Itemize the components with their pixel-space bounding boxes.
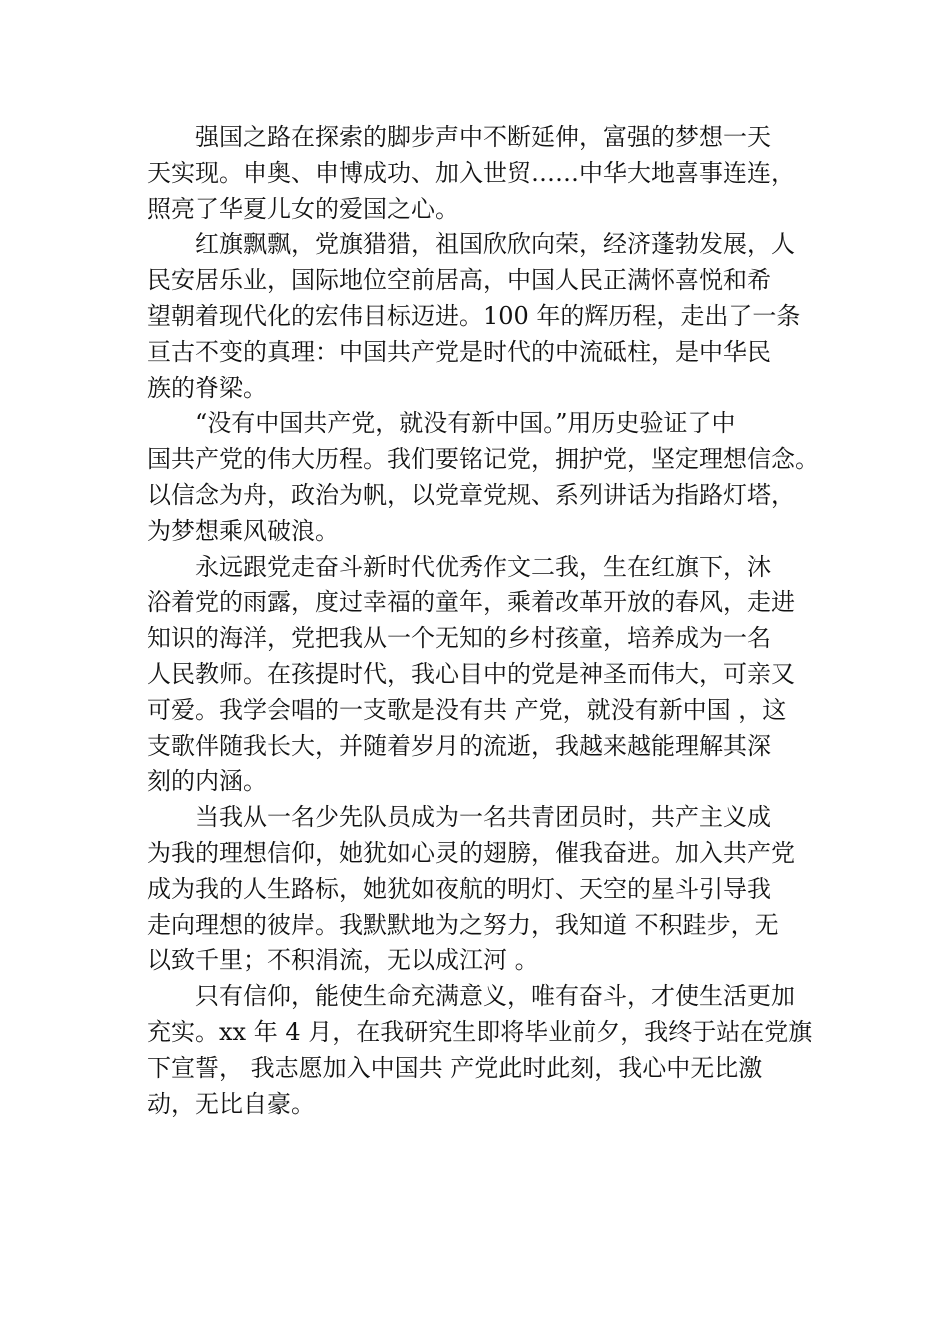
text-line: 照亮了华夏儿女的爱国之心。	[147, 194, 459, 223]
text-line: 走向理想的彼岸。我默默地为之努力，我知道 不积跬步，无	[147, 910, 779, 939]
text-line: “没有中国共产党，就没有新中国。”用历史验证了中	[147, 409, 736, 438]
text-line: 人民教师。在孩提时代，我心目中的党是神圣而伟大，可亲又	[147, 659, 795, 688]
paragraph-4	[147, 550, 809, 801]
text-line: 浴着党的雨露，度过幸福的童年，乘着改革开放的春风，走进	[147, 588, 795, 617]
paragraph-6	[147, 979, 813, 1122]
text-line: 动，无比自豪。	[147, 1089, 315, 1118]
text-line: 国共产党的伟大历程。我们要铭记党，拥护党，坚定理想信念。	[147, 445, 819, 474]
text-line: 亘古不变的真理：中国共产党是时代的中流砥柱，是中华民	[147, 337, 771, 366]
text-line: 当我从一名少先队员成为一名共青团员时，共产主义成	[147, 803, 771, 832]
text-line: 民安居乐业，国际地位空前居高，中国人民正满怀喜悦和希	[147, 266, 771, 295]
text-line: 族的脊梁。	[147, 373, 267, 402]
text-line: 刻的内涵。	[147, 767, 267, 796]
paragraph-5	[147, 800, 809, 979]
text-line: 下宣誓， 我志愿加入中国共 产党此时此刻，我心中无比激	[147, 1053, 763, 1082]
paragraph-3	[147, 406, 819, 549]
paragraph-1	[147, 120, 809, 227]
text-line: 可爱。我学会唱的一支歌是没有共 产党，就没有新中国 ，这	[147, 695, 787, 724]
text-line: 知识的海洋，党把我从一个无知的乡村孩童，培养成为一名	[147, 624, 771, 653]
text-line: 支歌伴随我长大，并随着岁月的流逝，我越来越能理解其深	[147, 731, 771, 760]
text-line: 强国之路在探索的脚步声中不断延伸，富强的梦想一天	[147, 123, 771, 151]
text-line: 为梦想乘风破浪。	[147, 516, 339, 545]
text-line: 只有信仰，能使生命充满意义，唯有奋斗，才使生活更加	[147, 982, 795, 1011]
text-line: 以信念为舟，政治为帆，以党章党规、系列讲话为指路灯塔，	[147, 480, 795, 509]
text-line: 为我的理想信仰，她犹如心灵的翅膀，催我奋进。加入共产党	[147, 838, 795, 867]
text-line: 成为我的人生路标，她犹如夜航的明灯、天空的星斗引导我	[147, 874, 771, 903]
text-line: 天实现。申奥、申博成功、加入世贸……中华大地喜事连连，	[147, 158, 795, 187]
text-line: 望朝着现代化的宏伟目标迈进。100 年的辉历程，走出了一条	[147, 301, 801, 330]
text-line: 红旗飘飘，党旗猎猎，祖国欣欣向荣，经济蓬勃发展，人	[147, 230, 795, 259]
text-line: 永远跟党走奋斗新时代优秀作文二我，生在红旗下，沐	[147, 552, 771, 581]
paragraph-2	[147, 227, 809, 406]
text-line: 以致千里；不积涓流，无以成江河 。	[147, 946, 539, 975]
text-line: 充实。xx 年 4 月，在我研究生即将毕业前夕，我终于站在党旗	[147, 1017, 813, 1046]
body-text	[147, 120, 819, 1122]
